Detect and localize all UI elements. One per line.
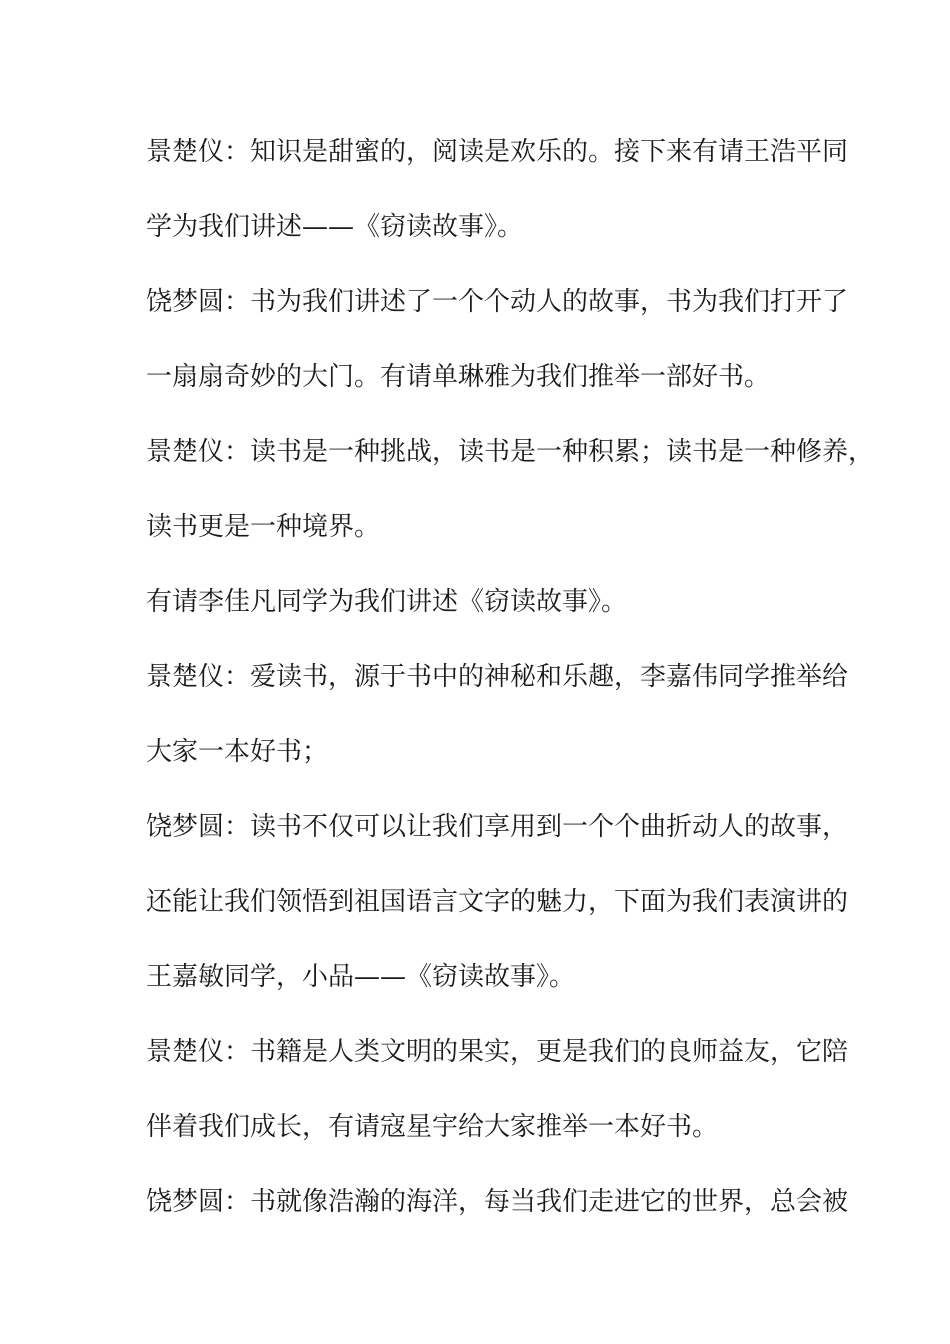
text-line-5: 景楚仪：读书是一种挑战，读书是一种积累；读书是一种修养，	[146, 437, 875, 467]
text-line-14: 伴着我们成长，有请寇星宇给大家推举一本好书。	[146, 1112, 719, 1142]
text-line-7: 有请李佳凡同学为我们讲述《窃读故事》。	[146, 587, 628, 617]
text-line-4: 一扇扇奇妙的大门。有请单琳雅为我们推举一部好书。	[146, 362, 771, 392]
text-line-13: 景楚仪：书籍是人类文明的果实，更是我们的良师益友，它陪	[146, 1037, 849, 1067]
text-line-6: 读书更是一种境界。	[146, 512, 381, 542]
text-line-2: 学为我们讲述——《窃读故事》。	[146, 212, 524, 242]
text-line-3: 饶梦圆：书为我们讲述了一个个动人的故事，书为我们打开了	[146, 287, 849, 317]
text-line-12: 王嘉敏同学，小品——《窃读故事》。	[146, 962, 576, 992]
text-line-9: 大家一本好书；	[146, 737, 329, 767]
text-line-1: 景楚仪：知识是甜蜜的，阅读是欢乐的。接下来有请王浩平同	[146, 137, 849, 167]
text-line-11: 还能让我们领悟到祖国语言文字的魅力，下面为我们表演讲的	[146, 887, 849, 917]
text-line-8: 景楚仪：爱读书，源于书中的神秘和乐趣，李嘉伟同学推举给	[146, 662, 849, 692]
text-line-15: 饶梦圆：书就像浩瀚的海洋，每当我们走进它的世界，总会被	[146, 1187, 849, 1217]
text-line-10: 饶梦圆：读书不仅可以让我们享用到一个个曲折动人的故事，	[146, 812, 849, 842]
